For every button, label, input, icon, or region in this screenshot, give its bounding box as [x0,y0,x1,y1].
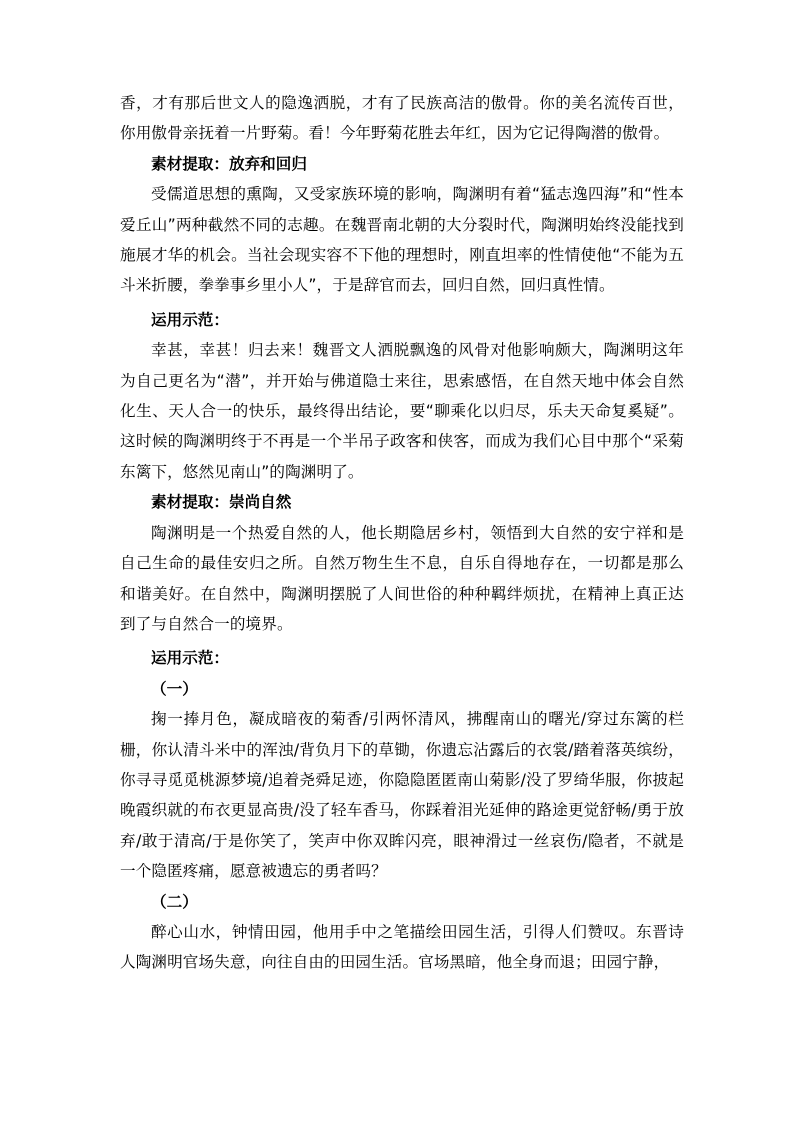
heading-material-abandon-return: 素材提取：放弃和回归 [151,154,307,173]
paragraph-example-two: 醉心山水，钟情田园，他用手中之笔描绘田园生活，引得人们赞叹。东晋诗人陶渊明官场失意，向往自由的田园生活。官场黑暗，他全身而退；田园宁静， [120,922,684,972]
paragraph-abandon-return: 受儒道思想的熏陶，又受家族环境的影响，陶渊明有着“猛志逸四海”和“性本爱丘山”两种截然不同的志趣。在魏晋南北朝的大分裂时代，陶渊明始终没能找到施展才华的机会。当社会现实容不下他的理想时，刚直坦率的性情使他“不能为五斗米折腰，拳拳事乡里小人”，于是辞官而去，回归自然，回归真性情。 [120,185,684,295]
heading-usage-example-2: 运用示范： [151,649,229,668]
paragraph-usage-example-1: 幸甚，幸甚！归去来！魏晋文人洒脱飘逸的风骨对他影响颇大，陶渊明这年为自己更名为“潜”，并开始与佛道隐士来往，思索感悟，在自然天地中体会自然化生、天人合一的快乐，最终得出结论，要“聊乘化以归尽，乐夫天命复奚疑”。这时候的陶渊明终于不再是一个半吊子政客和侠客，而成为我们心目中那个“采菊东篱下，悠然见南山”的陶渊明了。 [120,341,684,481]
heading-usage-example-1: 运用示范： [151,310,229,329]
subheading-two: （二） [151,892,198,911]
heading-material-nature: 素材提取：崇尚自然 [151,493,292,512]
paragraph-intro: 香，才有那后世文人的隐逸洒脱，才有了民族高洁的傲骨。你的美名流传百世，你用傲骨亲抚着一片野菊。看！今年野菊花胜去年红，因为它记得陶潜的傲骨。 [120,94,684,143]
subheading-one: （一） [151,679,198,698]
paragraph-nature: 陶渊明是一个热爱自然的人，他长期隐居乡村，领悟到大自然的安宁祥和是自己生命的最佳安归之所。自然万物生生不息，自乐自得地存在，一切都是那么和谐美好。在自然中，陶渊明摆脱了人间世俗的种种羁绊烦扰，在精神上真正达到了与自然合一的境界。 [120,523,684,633]
paragraph-example-one: 掬一捧月色，凝成暗夜的菊香/引两怀清风，拂醒南山的曙光/穿过东篱的栏栅，你认清斗米中的浑浊/背负月下的草锄，你遗忘沾露后的衣裳/踏着落英缤纷，你寻寻觅觅桃源梦境/追着尧舜足迹，你隐隐匿匿南山菊影/没了罗绮华服，你披起晚霞织就的布衣更显高贵/没了轻车香马，你踩着泪光延伸的路途更觉舒畅/勇于放弃/敢于清高/于是你笑了，笑声中你双眸闪亮，眼神滑过一丝哀伤/隐者，不就是一个隐匿疼痛，愿意被遗忘的勇者吗？ [120,710,684,881]
